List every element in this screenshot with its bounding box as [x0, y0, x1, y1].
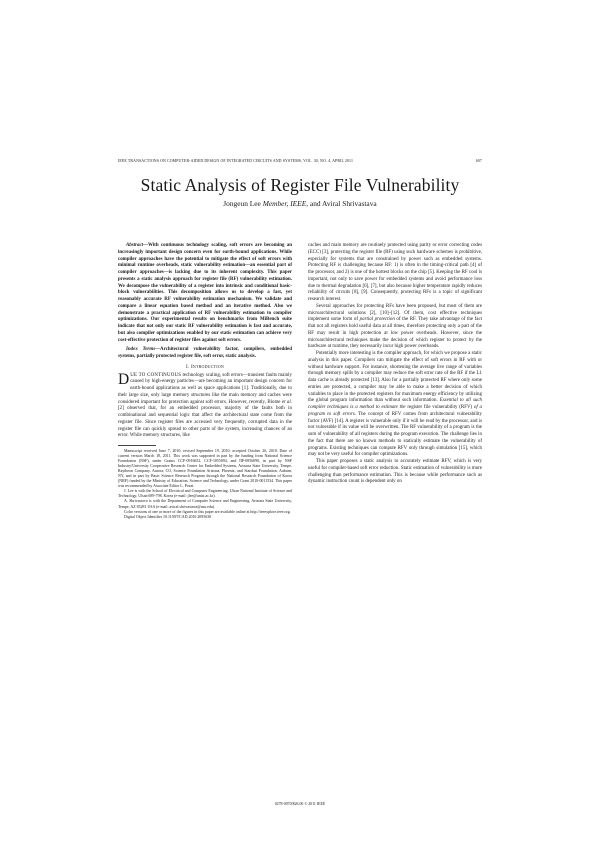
footnote-affiliation-shrivastava: A. Shrivastava is with the Department of Computer Science and Engineering, Arizona State University, Tempe, AZ 85281 USA (e-mail: aviral.shrivastava@asu.edu). — [118, 498, 292, 509]
page-number: 607 — [475, 159, 482, 163]
left-column — [118, 243, 292, 519]
journal-running-title: IEEE TRANSACTIONS ON COMPUTER-AIDED DESIGN OF INTEGRATED CIRCUITS AND SYSTEMS, VOL. 30, NO. 4, APRIL 2011 — [118, 159, 354, 163]
abstract-label: Abstract — [126, 243, 144, 248]
section-heading-introduction: I. Introduction — [186, 363, 224, 370]
lead-caps: UE TO CONTINUOUS — [130, 372, 182, 378]
index-terms — [118, 347, 292, 361]
essential-emphasis: Essential to all such compiler techniques is a method to estimate the — [308, 398, 482, 410]
index-terms-label: Index Terms — [126, 347, 156, 353]
partial-protection-emphasis: partial protection — [359, 317, 395, 323]
paper-title: Static Analysis of Register File Vulnerability — [140, 175, 460, 195]
et-al: et al. — [281, 399, 292, 405]
intro-paragraph-3-text-b: register file vulnerability (RFV) — [405, 405, 474, 410]
author-lee-role: Member, IEEE, — [262, 199, 309, 208]
copyright-line: 0278-0070/$26.00 © 2011 IEEE — [274, 802, 326, 806]
intro-paragraph-1-continued: caches and main memory are routinely protected using parity or error correcting codes (ECC) [3], protecting the register file (RF) using such hardware schemes is prohibitive, especially for systems that are constrained by power such as embedded systems. Protecting RF is challenging because RF: 1) is often in the timing-critical path [4] of the processor, and 2) is one of the hottest blocks on the chip [5]. Keeping the RF cool is important, not only to save power for embedded systems and avoid performance loss due to thermal degradation [6], [7], but also because higher temperature rapidly reduces reliability of circuits [8], [9]. Consequently, protecting RFs is a topic of significant research interest. — [308, 243, 482, 302]
intro-paragraph-2-text-a: Several approaches for protecting RFs have been proposed, but most of them are microarchitectural solutions [2], [10]–[12]. Of them, cost effective techniques implement some form of — [308, 303, 482, 323]
footnote-manuscript: Manuscript received June 7, 2010; revised September 19, 2010; accepted October 26, 2010. Date of current version March 18, 2011. This work was supported in part by the funding from National Science Foundation (NSF), under Grants CCF-0916652, CCF-1055094, and IIP-0856090, in part by NSF Industry/University Cooperative Research Center for Embedded Systems, Arizona State University, Tempe, Raytheon Company, Aurora, CO, Science Foundation Arizona, Phoenix, and Stardust Foundation, Auburn, NY, and in part by Basic Science Research Program through the National Research Foundation of Korea (NRF) funded by the Ministry of Education, Science and Technology, under Grant 2010-0011534. This paper was recommended by Associate Editor L. Pozzi. — [118, 448, 292, 489]
footnote-color: Color versions of one or more of the figures in this paper are available online at http://ieeexplore.ieee.org. — [124, 508, 291, 514]
index-terms-text: —Architectural vulnerability factor, compilers, embedded systems, partially protected register file, soft error, static analysis. — [118, 347, 292, 359]
intro-paragraph-3-text-a: Potentially more interesting is the compiler approach, for which we propose a static analysis in this paper. Compilers can mitigate the effect of soft errors in RF with or without hardware support. For instance, shortening the average live range of variables through memory spills by a compiler may reduce the soft error rate of the RF if the L1 data cache is already protected [13]. Also for a partially protected RF where only some entries are protected, a compiler may be able to make a better decision of which variables to place in the protected registers for maximum energy efficiency by utilizing the global program information than without such information. — [308, 351, 482, 404]
intro-paragraph-1-text: technology scaling, soft errors—transient faults mainly caused by high-energy particles—are becoming an important design concern for earth-bound applications as well as space applications [1]. Traditionally, due to their large size, only large memory structures like the main memory and caches were considered important for protection against soft errors. However, recently, Blome — [118, 372, 292, 405]
footnote-affiliation-lee: J. Lee is with the School of Electrical and Computer Engineering, Ulsan National Institute of Science and Technology, Ulsan 689-798, Korea (e-mail: jlee@unist.ac.kr). — [118, 488, 292, 499]
right-column — [308, 243, 482, 486]
author-line — [0, 199, 600, 208]
abstract-text: —With continuous technology scaling, soft errors are becoming an increasingly important design concern even for earth-bound applications. While compiler approaches have the potential to mitigate the effect of soft errors with minimal runtime overheads, static vulnerability estimation—an essential part of compiler approaches—is lacking due to its inherent complexity. This paper presents a static analysis approach for register file (RF) vulnerability estimation. We decompose the vulnerability of a register into intrinsic and conditional basic-block vulnerabilities. This decomposition allows us to develop a fast, yet reasonably accurate RF vulnerability estimation mechanism. We validate and compare a linear equation based method and an iterative method. Also we demonstrate a practical application of RF vulnerability estimation to compiler optimizations. Our experimental results on benchmarks from MiBench suite indicate that not only our static RF vulnerability estimation is fast and accurate, but also compiler optimizations enabled by our static estimation can achieve very cost-effective protection of register files against soft errors. — [118, 243, 292, 343]
footnotes — [118, 448, 292, 519]
intro-paragraph-2-text-b: of the RF. They take advantage of the fact that not all registers hold useful data at all times, therefore protecting only a part of the RF may result in high protection at low power overheads. However, since the microarchitectural techniques make the decision of which register to protect by the hardware at runtime, they necessarily incur high power overheads. — [308, 317, 483, 350]
intro-paragraph-4: This paper proposes a static analysis to accurately estimate RFV, which is very useful for compiler-based soft error reduction. Static estimation of vulnerability is more challenging than performance estimation. This is because while performance such as dynamic instruction count is dependent only on — [308, 459, 482, 485]
author-lee: Jongeun Lee — [223, 199, 261, 208]
intro-paragraph-3 — [308, 351, 482, 459]
footnote-divider — [118, 445, 156, 446]
intro-paragraph-1 — [118, 370, 292, 441]
rfv-emphasis: of a program to soft errors. — [308, 405, 482, 417]
author-shrivastava: and Aviral Shrivastava — [309, 199, 377, 208]
intro-paragraph-1-tail: [2] observed that, for an embedded processor, majority of the faults both in combinational and sequential logic that affect the architectural state come from the register file. Since register files are accessed very frequently, corrupted data in the register file can quickly spread to other parts of the system, increasing chances of an error. While memory structures, like — [118, 406, 292, 439]
abstract — [118, 243, 292, 344]
intro-paragraph-2 — [308, 304, 482, 351]
intro-paragraph-3-text-c: The concept of RFV comes from architectural vulnerability factor (AVF) [14]. A register is vulnerable only if it will be read by the processor, and is not vulnerable if its value will be overwritten. The RF vulnerability of a program is the sum of vulnerability of all registers during the program execution. The challenge lies in the fact that there are no known methods to statically estimate the vulnerability of programs. Existing techniques can compute RFV only through simulation [15], which may not be very useful for compiler optimizations. — [308, 411, 482, 458]
drop-cap: D — [118, 370, 130, 388]
footnote-doi: Digital Object Identifier 10.1109/TCAD.2010.2095630 — [124, 513, 212, 519]
